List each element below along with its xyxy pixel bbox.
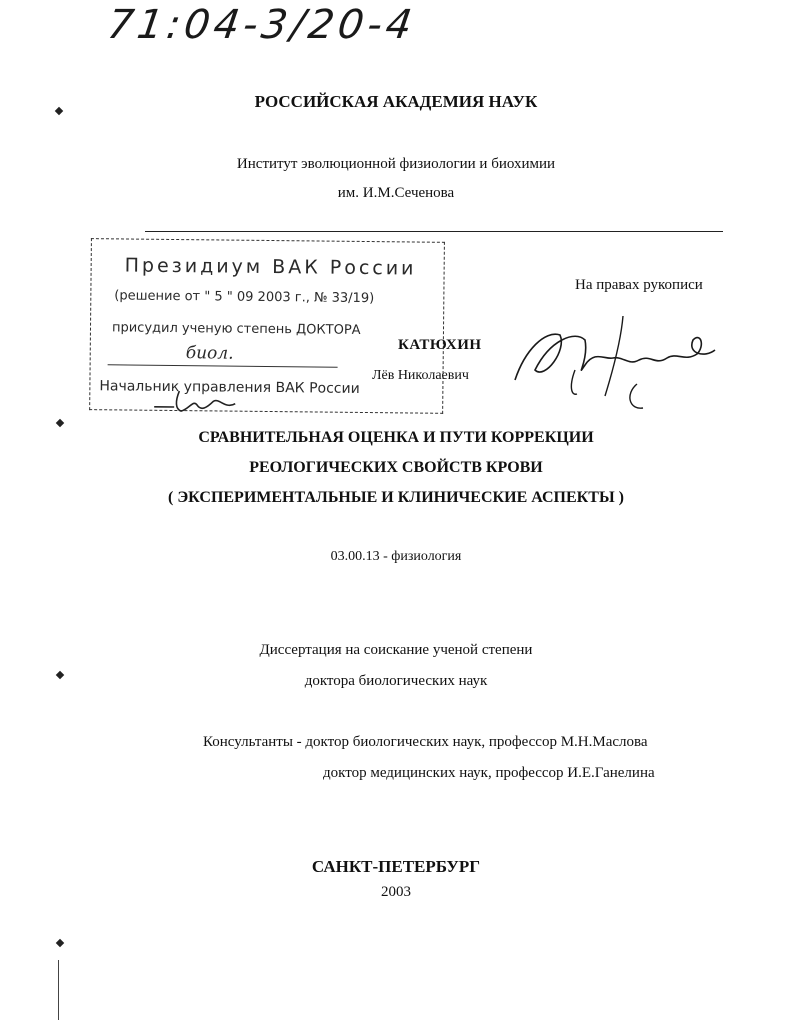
year: 2003 xyxy=(381,884,411,900)
title-line-2: РЕОЛОГИЧЕСКИХ СВОЙСТВ КРОВИ xyxy=(249,459,543,476)
stamp-line-degree: присудил ученую степень ДОКТОРА xyxy=(111,320,361,338)
stamp-line-presidium: Президиум ВАК России xyxy=(124,254,417,280)
dissertation-purpose: Диссертация на соискание ученой степени xyxy=(259,642,533,658)
city: САНКТ-ПЕТЕРБУРГ xyxy=(311,857,481,876)
author-surname: КАТЮХИН xyxy=(398,337,482,353)
author-signature-icon xyxy=(505,310,725,420)
dissertation-degree: доктора биологических наук xyxy=(304,673,488,689)
vak-stamp xyxy=(89,238,451,420)
title-line-3: ( ЭКСПЕРИМЕНТАЛЬНЫЕ И КЛИНИЧЕСКИЕ АСПЕКТЫ ) xyxy=(168,489,624,506)
margin-line xyxy=(58,960,59,1020)
margin-mark xyxy=(56,939,64,947)
academy-name: РОССИЙСКАЯ АКАДЕМИЯ НАУК xyxy=(254,92,538,111)
header-divider xyxy=(145,231,723,232)
handwritten-archive-number: 71:04-3/20-4 xyxy=(104,2,419,48)
margin-mark xyxy=(56,419,64,427)
institute-named-after: им. И.М.Сеченова xyxy=(337,185,455,201)
author-given-name: Лёв Николаевич xyxy=(372,368,469,383)
consultant-2: доктор медицинских наук, профессор И.Е.Ганелина xyxy=(323,765,655,781)
manuscript-rights: На правах рукописи xyxy=(575,277,703,293)
title-line-1: СРАВНИТЕЛЬНАЯ ОЦЕНКА И ПУТИ КОРРЕКЦИИ xyxy=(198,429,594,446)
institute-name: Институт эволюционной физиологии и биохимии xyxy=(236,156,556,172)
stamp-hand-field: биол. xyxy=(185,343,234,364)
stamp-line-decision: (решение от " 5 " 09 2003 г., № 33/19) xyxy=(114,288,375,307)
stamp-signature-icon xyxy=(149,387,269,416)
stamp-line-head: Начальник управления ВАК России xyxy=(99,378,360,397)
specialty-code: 03.00.13 - физиология xyxy=(330,549,462,564)
consultant-1: Консультанты - доктор биологических наук, профессор М.Н.Маслова xyxy=(203,734,648,750)
margin-mark xyxy=(55,107,63,115)
margin-mark xyxy=(56,671,64,679)
